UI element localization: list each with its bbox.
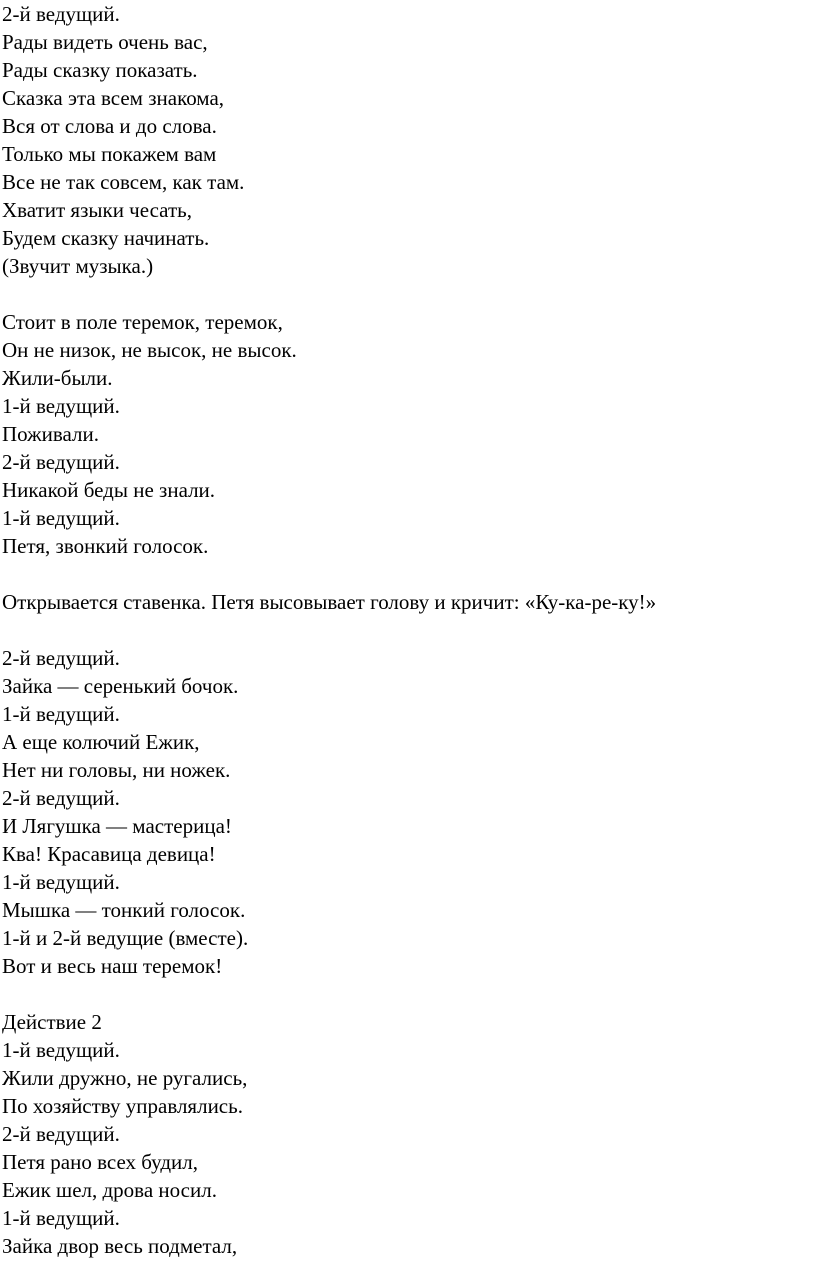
paragraph-gap [2, 280, 812, 308]
paragraph-gap [2, 616, 812, 644]
text-line: (Звучит музыка.) [2, 254, 154, 278]
text-line: 1-й и 2-й ведущие (вместе). [2, 926, 249, 950]
act-heading: Действие 2 [2, 1010, 102, 1034]
text-line: 2-й ведущий. [2, 1122, 120, 1146]
text-line: По хозяйству управлялись. [2, 1094, 243, 1118]
text-line: Вся от слова и до слова. [2, 114, 217, 138]
text-line: Стоит в поле теремок, теремок, [2, 310, 283, 334]
text-line: 2-й ведущий. [2, 450, 120, 474]
text-line: Хватит языки чесать, [2, 198, 192, 222]
text-line: 1-й ведущий. [2, 702, 120, 726]
text-line: Сказка эта всем знакома, [2, 86, 225, 110]
text-line: Жили-были. [2, 366, 113, 390]
paragraph-gap [2, 980, 812, 1008]
text-line: Рады видеть очень вас, [2, 30, 208, 54]
text-line: 2-й ведущий. [2, 2, 120, 26]
text-line: Только мы покажем вам [2, 142, 217, 166]
text-line: И Лягушка — мастерица! [2, 814, 232, 838]
text-line: Никакой беды не знали. [2, 478, 216, 502]
text-line: А еще колючий Ежик, [2, 730, 200, 754]
text-line: 1-й ведущий. [2, 394, 120, 418]
document-text [2, 0, 812, 1260]
text-line: 1-й ведущий. [2, 870, 120, 894]
text-line: Вот и весь наш теремок! [2, 954, 223, 978]
text-line: Все не так совсем, как там. [2, 170, 245, 194]
text-line: 1-й ведущий. [2, 1038, 120, 1062]
text-line: 1-й ведущий. [2, 1206, 120, 1230]
paragraph-gap [2, 560, 812, 588]
text-line: Рады сказку показать. [2, 58, 198, 82]
text-block-teremok [2, 308, 812, 560]
text-line: Петя, звонкий голосок. [2, 534, 209, 558]
text-line: 2-й ведущий. [2, 646, 120, 670]
text-line: Ква! Красавица девица! [2, 842, 216, 866]
text-line: Он не низок, не высок, не высок. [2, 338, 297, 362]
text-line: Зайка двор весь подметал, [2, 1234, 238, 1258]
text-line: Зайка — серенький бочок. [2, 674, 239, 698]
text-line: Поживали. [2, 422, 100, 446]
text-line: Ежик шел, дрова носил. [2, 1178, 217, 1202]
text-block-characters [2, 644, 812, 980]
text-line: 1-й ведущий. [2, 506, 120, 530]
text-line: Мышка — тонкий голосок. [2, 898, 246, 922]
text-line: Будем сказку начинать. [2, 226, 210, 250]
text-block-intro [2, 0, 812, 280]
text-line: 2-й ведущий. [2, 786, 120, 810]
text-line: Нет ни головы, ни ножек. [2, 758, 231, 782]
text-line: Жили дружно, не ругались, [2, 1066, 248, 1090]
text-block-stage-direction [2, 588, 812, 616]
text-line: Петя рано всех будил, [2, 1150, 198, 1174]
text-block-act-2 [2, 1008, 812, 1260]
stage-direction-line: Открывается ставенка. Петя высовывает голову и кричит: «Ку-ка-ре-ку!» [2, 590, 657, 614]
